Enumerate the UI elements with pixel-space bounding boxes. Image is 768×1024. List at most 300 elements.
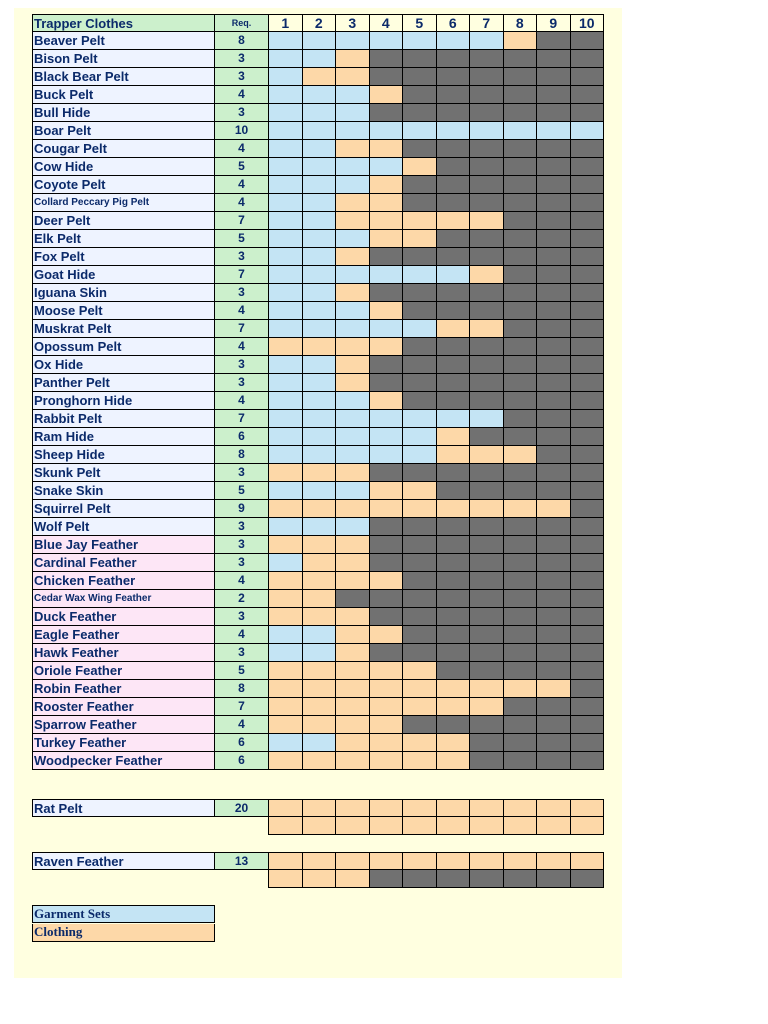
item-33-level-2 [303,626,337,644]
table-row [32,392,604,410]
table-row [32,338,604,356]
item-37-level-6 [437,698,471,716]
item-32-level-8 [504,608,538,626]
item-name: Squirrel Pelt [32,500,215,518]
item-name: Coyote Pelt [32,176,215,194]
item-35-level-4 [370,662,404,680]
item-33-level-6 [437,626,471,644]
item-9-level-3 [336,194,370,212]
table-row [32,518,604,536]
item-18-level-7 [470,356,504,374]
item-4-level-5 [403,104,437,122]
item-11-level-5 [403,230,437,248]
item-3-level-6 [437,86,471,104]
item-23-level-1 [269,446,303,464]
item-38-level-1 [269,716,303,734]
item-29-level-8 [504,554,538,572]
item-40-level-4 [370,752,404,770]
item-4-level-2 [303,104,337,122]
table-row [32,356,604,374]
item-9-level-2 [303,194,337,212]
item-19-level-3 [336,374,370,392]
item-19-level-2 [303,374,337,392]
special-0-row-0-level-9 [537,799,571,817]
item-15-level-9 [537,302,571,320]
item-31-level-9 [537,590,571,608]
item-3-level-4 [370,86,404,104]
level-header-6: 6 [437,14,471,32]
item-28-level-5 [403,536,437,554]
item-39-level-5 [403,734,437,752]
trapper-clothes-table [32,14,604,770]
item-31-level-7 [470,590,504,608]
item-32-level-6 [437,608,471,626]
item-21-level-8 [504,410,538,428]
item-name: Panther Pelt [32,374,215,392]
item-req: 3 [215,644,269,662]
item-20-level-1 [269,392,303,410]
item-req: 8 [215,32,269,50]
special-1-row-1-level-9 [537,870,571,888]
item-name: Moose Pelt [32,302,215,320]
table-row [32,284,604,302]
table-row [32,320,604,338]
special-1-row-0-level-3 [336,852,370,870]
item-38-level-3 [336,716,370,734]
item-req: 3 [215,536,269,554]
table-row [32,464,604,482]
level-header-2: 2 [303,14,337,32]
item-35-level-5 [403,662,437,680]
item-39-level-6 [437,734,471,752]
item-0-level-2 [303,32,337,50]
special-0-row-1-level-10 [571,817,605,835]
item-req: 4 [215,176,269,194]
item-23-level-9 [537,446,571,464]
item-3-level-7 [470,86,504,104]
table-row [32,698,604,716]
table-row [32,212,604,230]
item-29-level-7 [470,554,504,572]
item-40-level-2 [303,752,337,770]
item-12-level-8 [504,248,538,266]
special-1-row-0-level-10 [571,852,605,870]
item-6-level-4 [370,140,404,158]
item-name: Black Bear Pelt [32,68,215,86]
item-15-level-10 [571,302,605,320]
item-req: 8 [215,446,269,464]
item-req: 3 [215,248,269,266]
item-5-level-7 [470,122,504,140]
special-item-name: Rat Pelt [32,799,215,817]
item-36-level-4 [370,680,404,698]
item-14-level-5 [403,284,437,302]
item-26-level-10 [571,500,605,518]
item-1-level-2 [303,50,337,68]
item-17-level-9 [537,338,571,356]
item-6-level-5 [403,140,437,158]
item-33-level-9 [537,626,571,644]
item-16-level-1 [269,320,303,338]
table-row [32,410,604,428]
item-2-level-9 [537,68,571,86]
item-36-level-8 [504,680,538,698]
item-22-level-2 [303,428,337,446]
item-17-level-2 [303,338,337,356]
item-8-level-10 [571,176,605,194]
item-20-level-9 [537,392,571,410]
item-22-level-5 [403,428,437,446]
item-17-level-1 [269,338,303,356]
level-header-10: 10 [571,14,605,32]
item-9-level-8 [504,194,538,212]
item-13-level-5 [403,266,437,284]
item-req: 7 [215,698,269,716]
item-req: 6 [215,428,269,446]
special-item-req: 13 [215,852,269,870]
item-38-level-5 [403,716,437,734]
item-12-level-1 [269,248,303,266]
item-30-level-4 [370,572,404,590]
item-28-level-8 [504,536,538,554]
item-req: 7 [215,212,269,230]
special-0-row-1-level-3 [336,817,370,835]
item-2-level-1 [269,68,303,86]
item-2-level-6 [437,68,471,86]
item-31-level-8 [504,590,538,608]
item-name: Sheep Hide [32,446,215,464]
item-13-level-7 [470,266,504,284]
item-5-level-5 [403,122,437,140]
item-name: Beaver Pelt [32,32,215,50]
item-19-level-10 [571,374,605,392]
item-19-level-7 [470,374,504,392]
item-30-level-1 [269,572,303,590]
item-33-level-1 [269,626,303,644]
table-row [32,500,604,518]
item-26-level-1 [269,500,303,518]
item-24-level-10 [571,464,605,482]
special-1-row-1-level-10 [571,870,605,888]
item-20-level-5 [403,392,437,410]
item-req: 4 [215,140,269,158]
item-24-level-7 [470,464,504,482]
item-name: Wolf Pelt [32,518,215,536]
item-28-level-4 [370,536,404,554]
item-0-level-8 [504,32,538,50]
item-name: Robin Feather [32,680,215,698]
item-28-level-1 [269,536,303,554]
item-7-level-8 [504,158,538,176]
item-25-level-2 [303,482,337,500]
item-3-level-3 [336,86,370,104]
item-35-level-10 [571,662,605,680]
table-row [32,716,604,734]
item-37-level-5 [403,698,437,716]
item-19-level-9 [537,374,571,392]
item-4-level-6 [437,104,471,122]
item-37-level-2 [303,698,337,716]
table-row [32,104,604,122]
item-name: Opossum Pelt [32,338,215,356]
item-3-level-9 [537,86,571,104]
item-36-level-5 [403,680,437,698]
item-36-level-10 [571,680,605,698]
item-34-level-3 [336,644,370,662]
item-1-level-3 [336,50,370,68]
item-14-level-6 [437,284,471,302]
item-3-level-2 [303,86,337,104]
item-5-level-8 [504,122,538,140]
item-39-level-9 [537,734,571,752]
item-23-level-3 [336,446,370,464]
item-27-level-1 [269,518,303,536]
level-header-3: 3 [336,14,370,32]
item-7-level-9 [537,158,571,176]
item-19-level-4 [370,374,404,392]
item-name: Bull Hide [32,104,215,122]
item-34-level-9 [537,644,571,662]
item-8-level-8 [504,176,538,194]
item-2-level-2 [303,68,337,86]
item-39-level-2 [303,734,337,752]
item-11-level-3 [336,230,370,248]
blank-cell [215,870,269,888]
table-row [32,536,604,554]
item-37-level-9 [537,698,571,716]
item-req: 3 [215,608,269,626]
item-9-level-4 [370,194,404,212]
item-0-level-6 [437,32,471,50]
item-20-level-3 [336,392,370,410]
item-26-level-2 [303,500,337,518]
item-21-level-7 [470,410,504,428]
item-31-level-5 [403,590,437,608]
item-name: Deer Pelt [32,212,215,230]
table-row [32,554,604,572]
item-11-level-9 [537,230,571,248]
special-item-block [32,799,604,835]
table-row [32,140,604,158]
item-9-level-9 [537,194,571,212]
item-req: 4 [215,572,269,590]
item-10-level-4 [370,212,404,230]
item-9-level-5 [403,194,437,212]
item-26-level-9 [537,500,571,518]
item-17-level-7 [470,338,504,356]
item-8-level-4 [370,176,404,194]
special-1-row-0-level-7 [470,852,504,870]
item-36-level-9 [537,680,571,698]
item-req: 5 [215,662,269,680]
table-row [32,302,604,320]
level-header-4: 4 [370,14,404,32]
item-17-level-3 [336,338,370,356]
item-11-level-7 [470,230,504,248]
item-15-level-4 [370,302,404,320]
item-20-level-2 [303,392,337,410]
item-req: 3 [215,50,269,68]
table-row [32,86,604,104]
item-5-level-10 [571,122,605,140]
item-35-level-9 [537,662,571,680]
special-item-req: 20 [215,799,269,817]
table-row [32,230,604,248]
item-28-level-9 [537,536,571,554]
item-req: 3 [215,68,269,86]
item-6-level-10 [571,140,605,158]
item-26-level-3 [336,500,370,518]
item-name: Goat Hide [32,266,215,284]
item-req: 5 [215,230,269,248]
item-2-level-4 [370,68,404,86]
item-10-level-8 [504,212,538,230]
item-req: 3 [215,464,269,482]
item-16-level-4 [370,320,404,338]
item-35-level-6 [437,662,471,680]
item-13-level-8 [504,266,538,284]
item-4-level-1 [269,104,303,122]
table-row [32,817,604,835]
item-name: Muskrat Pelt [32,320,215,338]
item-32-level-9 [537,608,571,626]
item-36-level-7 [470,680,504,698]
special-1-row-1-level-4 [370,870,404,888]
item-7-level-3 [336,158,370,176]
item-13-level-1 [269,266,303,284]
item-8-level-6 [437,176,471,194]
item-16-level-3 [336,320,370,338]
item-16-level-8 [504,320,538,338]
item-18-level-6 [437,356,471,374]
item-23-level-6 [437,446,471,464]
table-row [32,68,604,86]
table-row [32,626,604,644]
item-25-level-6 [437,482,471,500]
item-name: Fox Pelt [32,248,215,266]
item-38-level-9 [537,716,571,734]
item-0-level-10 [571,32,605,50]
item-8-level-2 [303,176,337,194]
item-31-level-2 [303,590,337,608]
item-14-level-8 [504,284,538,302]
item-13-level-2 [303,266,337,284]
special-1-row-0-level-9 [537,852,571,870]
item-40-level-3 [336,752,370,770]
item-16-level-7 [470,320,504,338]
item-18-level-8 [504,356,538,374]
item-4-level-9 [537,104,571,122]
item-name: Cedar Wax Wing Feather [32,590,215,608]
item-5-level-6 [437,122,471,140]
item-2-level-8 [504,68,538,86]
special-1-row-1-level-7 [470,870,504,888]
level-header-8: 8 [504,14,538,32]
item-24-level-2 [303,464,337,482]
item-22-level-7 [470,428,504,446]
blank-cell [215,817,269,835]
item-33-level-7 [470,626,504,644]
item-35-level-8 [504,662,538,680]
item-24-level-3 [336,464,370,482]
item-32-level-2 [303,608,337,626]
item-req: 3 [215,104,269,122]
item-name: Blue Jay Feather [32,536,215,554]
item-12-level-2 [303,248,337,266]
item-0-level-9 [537,32,571,50]
item-34-level-7 [470,644,504,662]
item-17-level-8 [504,338,538,356]
item-29-level-2 [303,554,337,572]
item-39-level-8 [504,734,538,752]
special-0-row-0-level-5 [403,799,437,817]
item-req: 5 [215,158,269,176]
item-15-level-8 [504,302,538,320]
item-name: Sparrow Feather [32,716,215,734]
item-13-level-3 [336,266,370,284]
item-30-level-5 [403,572,437,590]
item-req: 7 [215,320,269,338]
item-7-level-7 [470,158,504,176]
item-30-level-8 [504,572,538,590]
item-5-level-9 [537,122,571,140]
item-34-level-8 [504,644,538,662]
item-name: Rabbit Pelt [32,410,215,428]
item-35-level-3 [336,662,370,680]
table-row [32,482,604,500]
table-row [32,122,604,140]
item-14-level-9 [537,284,571,302]
item-21-level-1 [269,410,303,428]
item-6-level-6 [437,140,471,158]
item-6-level-8 [504,140,538,158]
item-18-level-4 [370,356,404,374]
item-22-level-10 [571,428,605,446]
item-13-level-10 [571,266,605,284]
item-6-level-1 [269,140,303,158]
item-22-level-6 [437,428,471,446]
item-20-level-4 [370,392,404,410]
item-name: Hawk Feather [32,644,215,662]
item-33-level-3 [336,626,370,644]
item-6-level-9 [537,140,571,158]
level-header-9: 9 [537,14,571,32]
item-7-level-5 [403,158,437,176]
item-15-level-2 [303,302,337,320]
item-28-level-6 [437,536,471,554]
item-23-level-5 [403,446,437,464]
item-23-level-10 [571,446,605,464]
item-16-level-2 [303,320,337,338]
item-req: 8 [215,680,269,698]
table-row [32,799,604,817]
item-10-level-6 [437,212,471,230]
item-39-level-4 [370,734,404,752]
item-29-level-9 [537,554,571,572]
item-38-level-4 [370,716,404,734]
item-6-level-7 [470,140,504,158]
item-19-level-5 [403,374,437,392]
item-22-level-9 [537,428,571,446]
item-22-level-3 [336,428,370,446]
item-14-level-10 [571,284,605,302]
item-name: Boar Pelt [32,122,215,140]
item-40-level-9 [537,752,571,770]
item-19-level-8 [504,374,538,392]
table-row [32,32,604,50]
item-7-level-10 [571,158,605,176]
item-32-level-4 [370,608,404,626]
